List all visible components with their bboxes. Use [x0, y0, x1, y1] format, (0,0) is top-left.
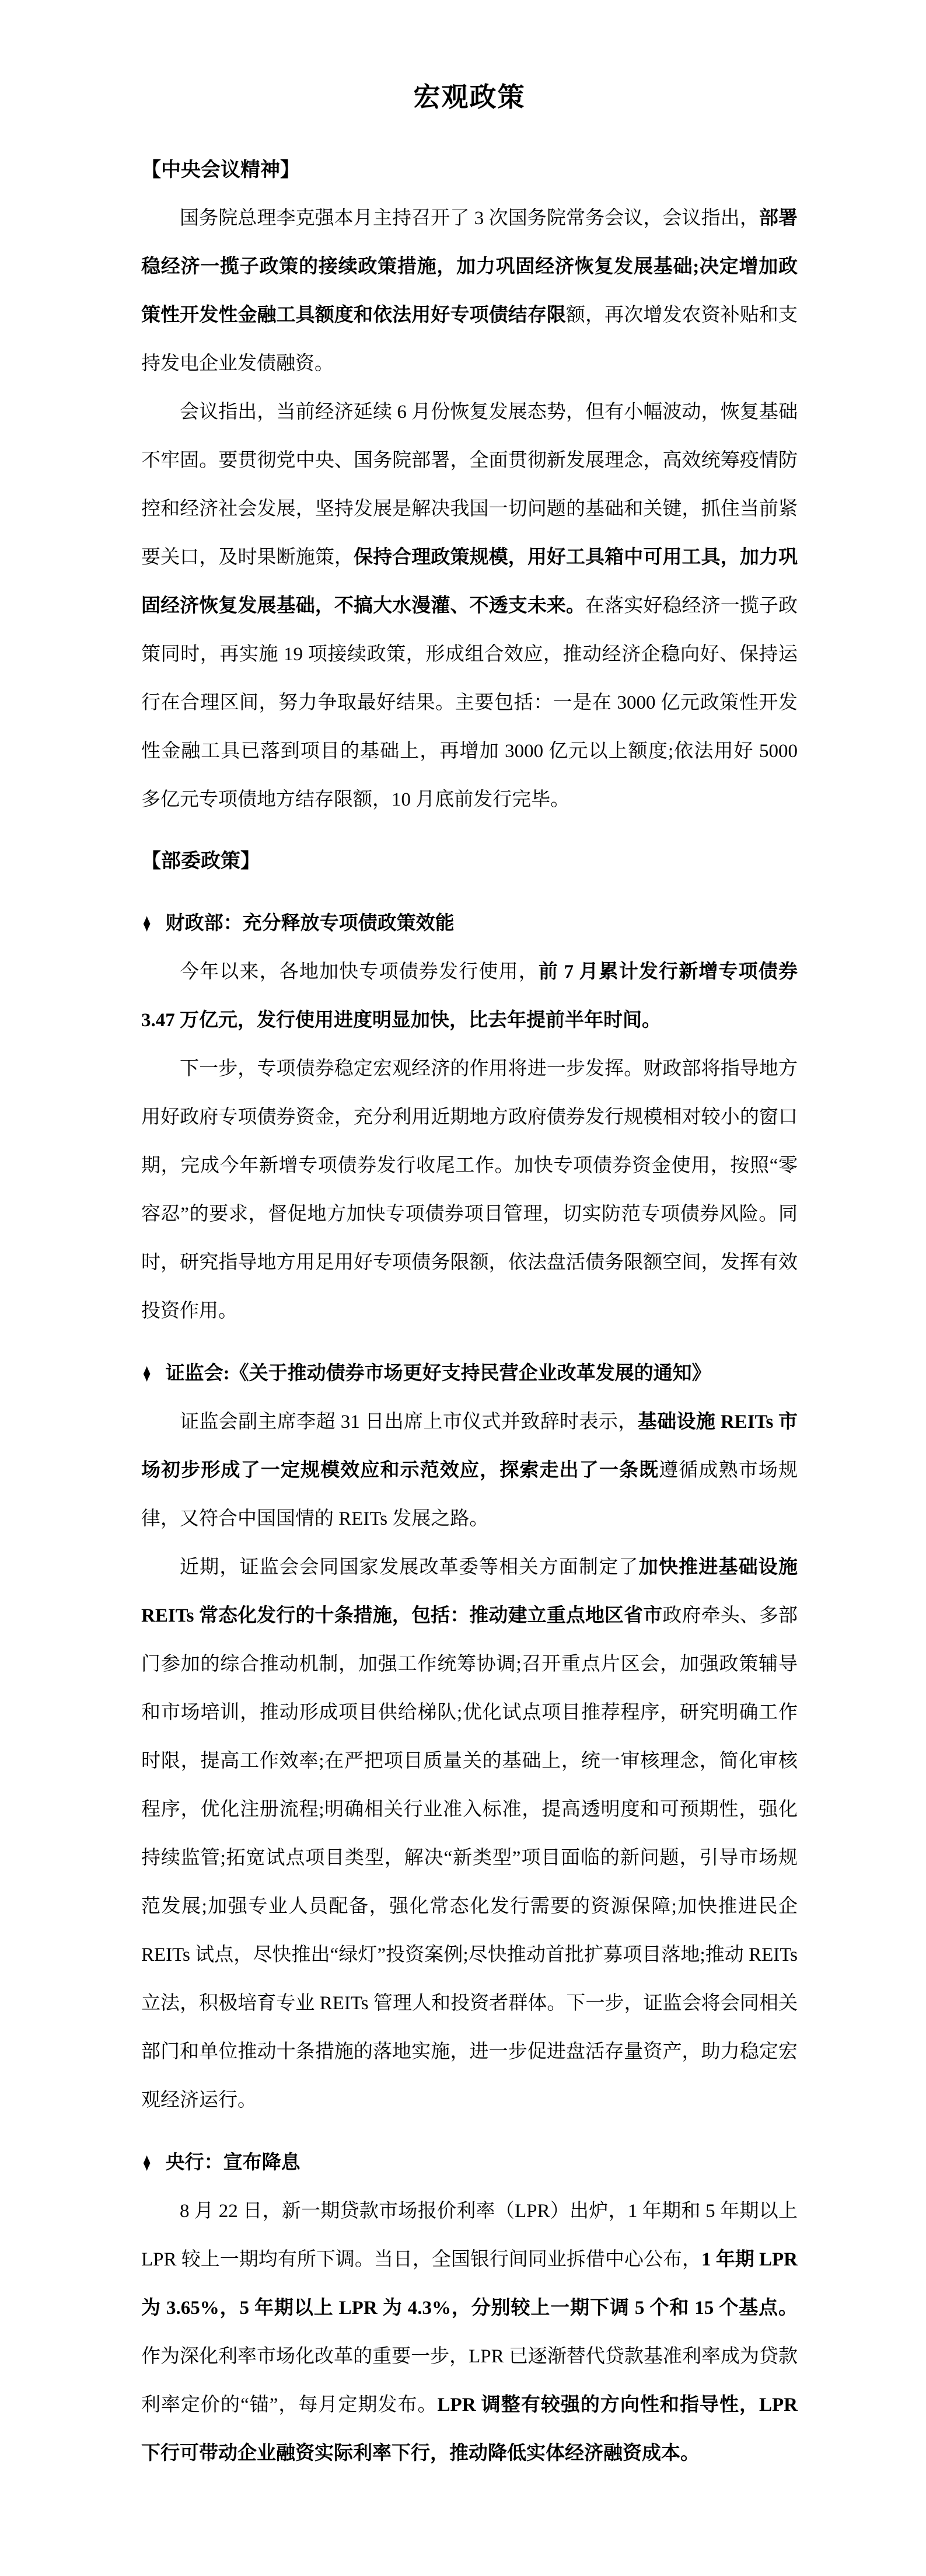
document-title: 宏观政策: [413, 82, 526, 112]
bullet-item-body: [141, 948, 798, 1336]
text-run: 8 月 22 日，新一期贷款市场报价利率（LPR）出炉，1 年期和 5 年期以上 LPR 较上一期均有所下调。当日，全国银行间同业拆借中心公布，: [141, 2201, 798, 2270]
paragraph: [141, 1398, 798, 1543]
section-body: [141, 900, 798, 2478]
emphasis-run: 1 年期 LPR 为 3.65%，5 年期以上 LPR 为 4.3%，分别较上一期下调 5 个和 15 个基点。: [141, 2249, 798, 2319]
text-run: 政府牵头、多部门参加的综合推动机制，加强工作统筹协调;召开重点片区会，加强政策辅导和市场培训，推动形成项目供给梯队;优化试点项目推荐程序，研究明确工作时限，提高工作效率;在严把项目质量关的基础上，统一审核理念，简化审核程序，优化注册流程;明确相关行业准入标准，提高透明度和可预期性，强化持续监管;拓宽试点项目类型，解决“新类型”项目面临的新问题，引导市场规范发展;加强专业人员配备，强化常态化发行需要的资源保障;加快推进民企 REITs 试点，尽快推出“绿灯”投资案例;尽快推动首批扩募项目落地;推动 REITs 立法，积极培育专业 REITs 管理人和投资者群体。下一步，证监会将会同相关部门和单位推动十条措施的落地实施，进一步促进盘活存量资产，助力稳定宏观经济运行。: [141, 1605, 798, 2111]
text-run: 国务院总理李克强本月主持召开了 3 次国务院常务会议，会议指出，: [180, 208, 759, 229]
text-run: 额，再次增发农资补贴和支持发电企业发债融资。: [141, 305, 798, 374]
diamond-bullet-icon: ♦: [142, 909, 151, 938]
bullet-item: [141, 1350, 798, 2125]
text-run: 遵循成熟市场规律，又符合中国国情的 REITs 发展之路。: [141, 1460, 798, 1529]
paragraph: [141, 388, 798, 824]
section-heading: 【部委政策】: [141, 850, 260, 872]
document-section: [141, 837, 798, 2478]
paragraph: [141, 948, 798, 1045]
paragraph: [141, 2187, 798, 2478]
bullet-item: [141, 2139, 798, 2478]
bullet-item-title-text: 证监会:《关于推动债券市场更好支持民营企业改革发展的通知》: [165, 1363, 711, 1384]
bullet-item: [141, 900, 798, 1336]
paragraph: [141, 1543, 798, 2125]
bullet-item-title-text: 财政部：充分释放专项债政策效能: [165, 913, 455, 934]
paragraph: [141, 1045, 798, 1336]
text-run: 作为深化利率市场化改革的重要一步，LPR 已逐渐替代贷款基准利率成为贷款利率定价的“锚”，每月定期发布。: [141, 2346, 798, 2415]
paragraph: [141, 194, 798, 388]
text-run: 证监会副主席李超 31 日出席上市仪式并致辞时表示，: [180, 1411, 638, 1432]
bullet-item-title: [141, 900, 798, 948]
section-body: [141, 194, 798, 824]
emphasis-run: 加快推进基础设施 REITs 常态化发行的十条措施，包括：推动建立重点地区省市: [141, 1557, 798, 1626]
text-run: 会议指出，当前经济延续 6 月份恢复发展态势，但有小幅波动，恢复基础不牢固。要贯彻党中央、国务院部署，全面贯彻新发展理念，高效统筹疫情防控和经济社会发展，坚持发展是解决我国一切问题的基础和关键，抓住当前紧要关口，及时果断施策，: [141, 402, 798, 568]
text-run: 下一步，专项债券稳定宏观经济的作用将进一步发挥。财政部将指导地方用好政府专项债券资金，充分利用近期地方政府债券发行规模相对较小的窗口期，完成今年新增专项债券发行收尾工作。加快专项债券资金使用，按照“零容忍”的要求，督促地方加快专项债券项目管理，切实防范专项债券风险。同时，研究指导地方用足用好专项债务限额，依法盘活债务限额空间，发挥有效投资作用。: [141, 1058, 798, 1322]
document-sections: [141, 146, 798, 2478]
document-section: [141, 146, 798, 824]
text-run: 今年以来，各地加快专项债券发行使用，: [180, 961, 539, 982]
diamond-bullet-icon: ♦: [142, 1359, 151, 1388]
emphasis-run: 保持合理政策规模，用好工具箱中可用工具，加力巩固经济恢复发展基础，不搞大水漫灌、不透支未来。: [141, 547, 798, 616]
text-run: 在落实好稳经济一揽子政策同时，再实施 19 项接续政策，形成组合效应，推动经济企稳向好、保持运行在合理区间，努力争取最好结果。主要包括：一是在 3000 亿元政策性开发性金融工具已落到项目的基础上，再增加 3000 亿元以上额度;依法用好 5000 多亿元专项债地方结存限额，10 月底前发行完毕。: [141, 595, 798, 810]
bullet-item-title: [141, 1350, 798, 1398]
emphasis-run: 基础设施 REITs 市场初步形成了一定规模效应和示范效应，探索走出了一条既: [141, 1411, 798, 1481]
diamond-bullet-icon: ♦: [142, 2148, 151, 2177]
bullet-item-title-text: 央行：宣布降息: [165, 2152, 300, 2173]
bullet-item-title: [141, 2139, 798, 2187]
emphasis-run: LPR 调整有较强的方向性和指导性，LPR 下行可带动企业融资实际利率下行，推动降低实体经济融资成本。: [141, 2394, 798, 2464]
emphasis-run: 前 7 月累计发行新增专项债券 3.47 万亿元，发行使用进度明显加快，比去年提前半年时间。: [141, 961, 798, 1031]
bullet-item-body: [141, 1398, 798, 2125]
section-heading: 【中央会议精神】: [141, 159, 300, 181]
bullet-item-body: [141, 2187, 798, 2478]
text-run: 近期，证监会会同国家发展改革委等相关方面制定了: [180, 1557, 639, 1578]
emphasis-run: 部署稳经济一揽子政策的接续政策措施，加力巩固经济恢复发展基础;决定增加政策性开发性金融工具额度和依法用好专项债结存限: [141, 208, 798, 326]
